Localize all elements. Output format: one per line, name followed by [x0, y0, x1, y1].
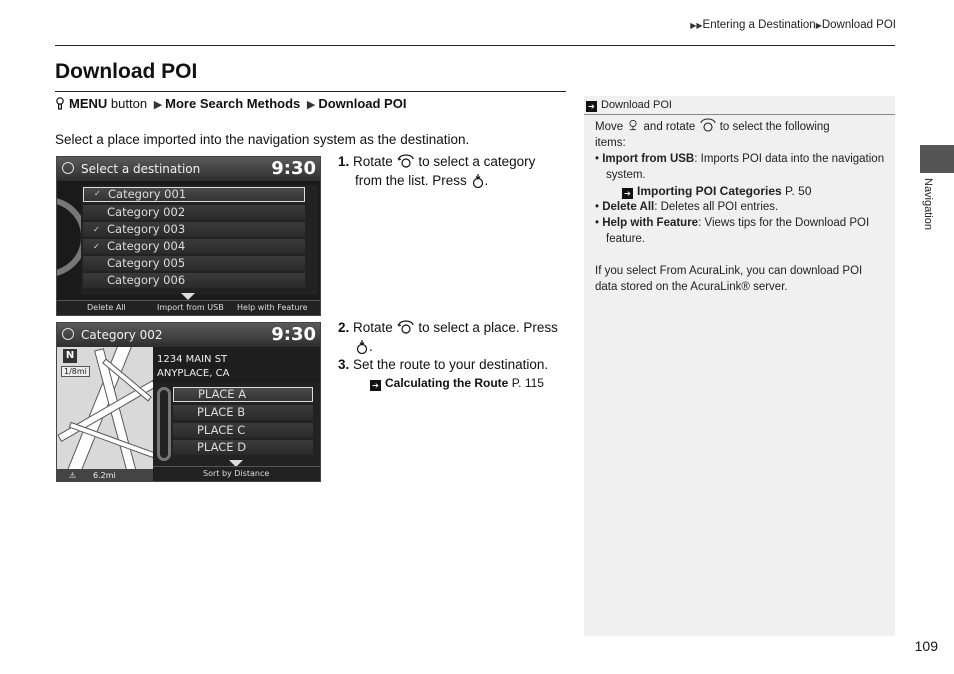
home-icon — [62, 162, 74, 174]
list-item[interactable]: ✓ Category 001 — [83, 187, 305, 202]
warning-icon: ⚠ — [69, 471, 77, 480]
list-item[interactable]: Category 005 — [83, 256, 305, 271]
home-icon — [55, 97, 65, 110]
check-icon: ✓ — [93, 225, 100, 234]
rotate-knob-icon — [699, 118, 717, 132]
arrow-icon: ▶ — [306, 99, 316, 111]
category-list — [81, 185, 318, 295]
breadcrumb-arrow-icon: ▶▶ — [690, 21, 703, 30]
list-item[interactable]: PLACE D — [173, 440, 313, 455]
help-feature-button[interactable]: Help with Feature — [237, 303, 308, 312]
place-list — [153, 383, 321, 467]
sort-by-distance-button[interactable]: Sort by Distance — [203, 469, 270, 478]
breadcrumb-arrow-icon: ▶ — [815, 21, 822, 30]
scroll-arc-icon — [157, 387, 171, 461]
screen-select-destination — [56, 156, 321, 316]
page-title: Download POI — [55, 60, 198, 83]
list-item[interactable]: PLACE C — [173, 423, 313, 438]
menu-step: Download POI — [318, 96, 407, 111]
list-item[interactable]: PLACE B — [173, 405, 313, 420]
screen-header — [57, 323, 320, 347]
header-divider — [55, 45, 895, 46]
enter-press-icon — [471, 173, 485, 188]
clock: 9:30 — [271, 158, 316, 179]
breadcrumb-item: Download POI — [821, 19, 896, 31]
delete-all-button[interactable]: Delete All — [87, 303, 126, 312]
rotate-knob-icon — [397, 154, 415, 168]
note-paragraph: If you select From AcuraLink, you can download POI data stored on the AcuraLink® server. — [595, 265, 863, 293]
address-panel — [153, 347, 321, 383]
note-bullet: • Delete All: Deletes all POI entries. — [595, 201, 779, 213]
list-item[interactable]: ✓ Category 003 — [83, 222, 305, 237]
note-header: ➔ Download POI — [584, 96, 895, 115]
intro-text: Select a place imported into the navigation system as the destination. — [55, 132, 470, 147]
list-item[interactable]: Category 006 — [83, 273, 305, 288]
home-icon — [62, 328, 74, 340]
distance-readout: 6.2mi — [93, 471, 116, 480]
screen-title: Category 002 — [81, 328, 163, 342]
map-bottom-bar — [57, 469, 153, 482]
screen-footer — [57, 300, 320, 315]
map-view[interactable] — [57, 347, 153, 482]
note-panel — [584, 96, 895, 636]
list-item[interactable]: PLACE A — [173, 387, 313, 402]
map-scale: 1/8mi — [61, 366, 90, 377]
menu-label: MENU — [69, 96, 108, 111]
title-divider — [55, 91, 566, 92]
section-tab[interactable] — [920, 145, 954, 173]
enter-press-icon — [355, 339, 369, 354]
section-label: Navigation — [922, 178, 934, 230]
screen-footer — [153, 466, 321, 481]
clock: 9:30 — [271, 324, 316, 345]
link-arrow-icon: ➔ — [622, 188, 633, 199]
north-icon: N — [63, 349, 77, 363]
breadcrumb — [690, 19, 896, 31]
link-arrow-icon: ➔ — [370, 380, 381, 391]
screen-category-places — [56, 322, 321, 482]
note-body: Move and rotate to select the following items: • Import from USB: Imports POI data into the navigation system. ➔ Importing POI Categories P. 50 • Delete All: Deletes all POI entries. • Help with Feature: Views tips for the Download POI feature. If you select From AcuraLink, you can download POI data stored on the AcuraLink® server. — [595, 118, 887, 295]
note-bullet: • Import from USB: Imports POI data into the navigation system. — [595, 153, 885, 181]
list-item[interactable]: Category 002 — [83, 205, 305, 220]
button-word: button — [110, 96, 148, 111]
rotate-knob-icon — [397, 320, 415, 334]
cross-reference-link[interactable]: ➔ Importing POI Categories P. 50 — [595, 183, 887, 199]
scroll-down-icon — [181, 293, 195, 300]
page-number: 109 — [914, 638, 938, 654]
step-3: 3. Set the route to your destination. ➔ Calculating the Route P. 115 — [338, 355, 568, 393]
cross-reference-link[interactable]: ➔ Calculating the Route P. 115 — [338, 374, 568, 393]
move-joystick-icon — [626, 118, 640, 132]
address-line: ANYPLACE, CA — [157, 368, 230, 379]
note-arrow-icon: ➔ — [586, 101, 597, 112]
note-bullet: • Help with Feature: Views tips for the Download POI feature. — [595, 217, 870, 245]
breadcrumb-item: Entering a Destination — [702, 19, 816, 31]
check-icon: ✓ — [94, 189, 101, 198]
menu-path — [55, 96, 406, 111]
menu-step: More Search Methods — [165, 96, 301, 111]
check-icon: ✓ — [93, 242, 100, 251]
step-2: 2. Rotate to select a place. Press . — [338, 320, 558, 354]
screen-header — [57, 157, 320, 181]
step-1: 1. Rotate to select a category from the list. Press . — [338, 154, 536, 188]
screen-title: Select a destination — [81, 162, 201, 176]
address-line: 1234 MAIN ST — [157, 354, 228, 365]
arrow-icon: ▶ — [153, 99, 163, 111]
list-item[interactable]: ✓ Category 004 — [83, 239, 305, 254]
import-usb-button[interactable]: Import from USB — [157, 303, 224, 312]
